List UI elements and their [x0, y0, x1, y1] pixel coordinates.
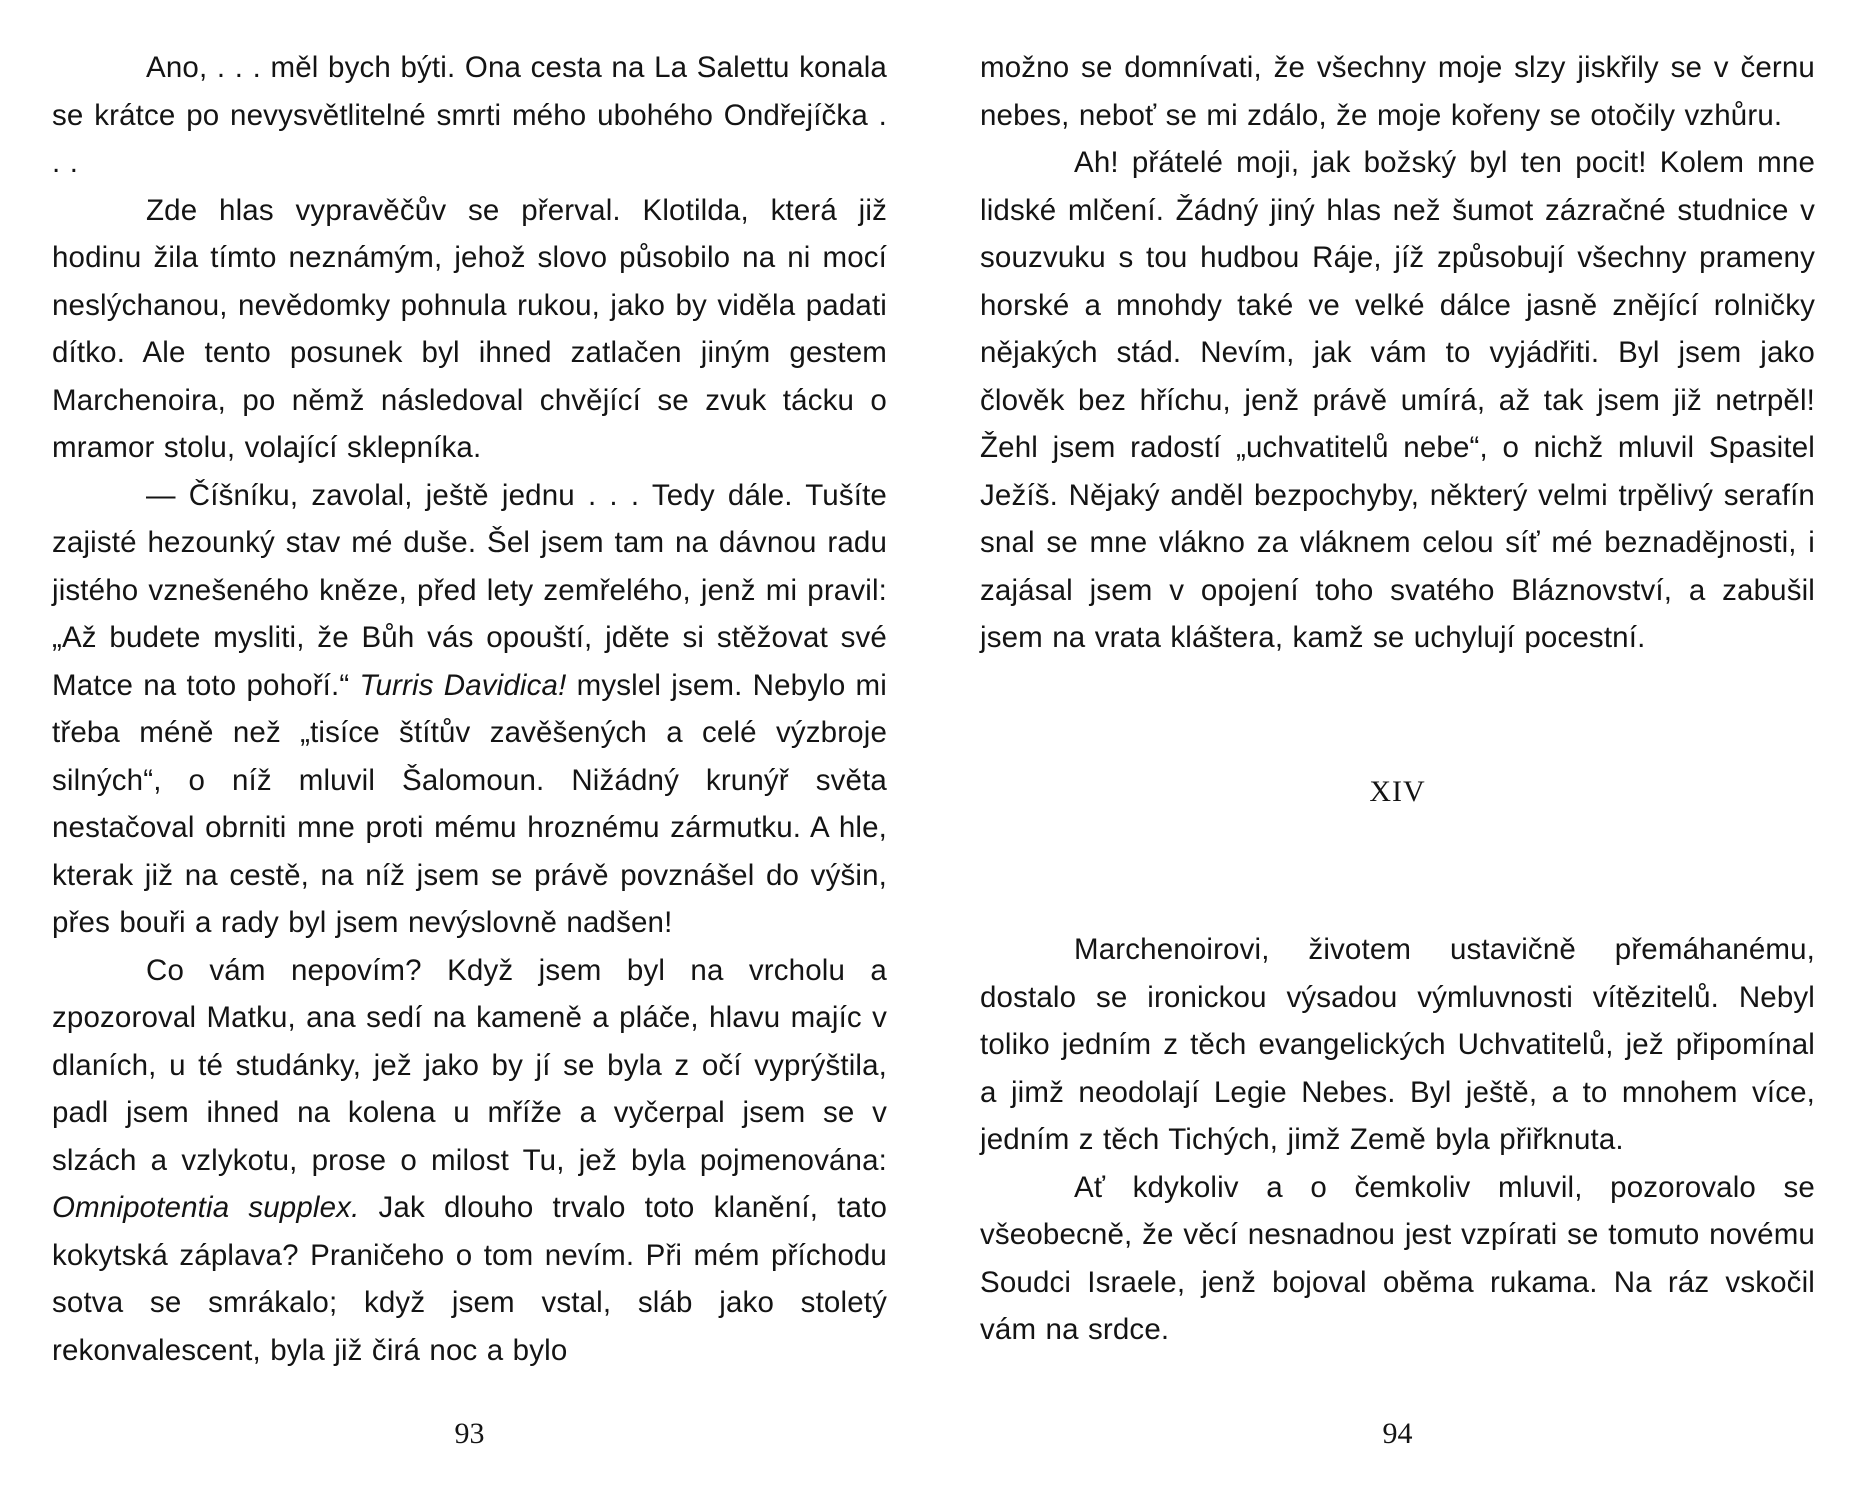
paragraph [980, 1164, 1815, 1354]
text-segment: — Číšníku, zavolal, ještě jednu . . . Tedy dále. Tušíte zajisté hezounký stav mé duše. Šel jsem tam na dávnou radu jistého vznešeného kněze, před lety zemřelého, jenž mi pravil: „Až budete mysliti, že Bůh vás opouští, jděte si stěžovat své Matce na toto pohoří.“ [52, 478, 887, 702]
paragraph [52, 947, 887, 1375]
page-number-left: 93 [454, 1417, 485, 1450]
text-segment: Ať kdykoliv a o čemkoliv mluvil, pozorovalo se všeobecně, že věcí nesnadnou jest vzpírati se tomuto novému Soudci Israele, jenž bojoval oběma rukama. Na ráz vskočil vám na srdce. [980, 1170, 1815, 1346]
paragraph [52, 44, 887, 187]
text-segment: Ah! přátelé moji, jak božský byl ten pocit! Kolem mne lidské mlčení. Žádný jiný hlas než šumot zázračné studnice v souzvuku s tou hudbou Ráje, jíž způsobují všechny prameny horské a mnohdy také ve velké dálce jasně znějící rolničky nějakých stád. Nevím, jak vám to vyjádřiti. Byl jsem jako člověk bez hříchu, jenž právě umírá, až tak jsem již netrpěl! Žehl jsem radostí „uchvatitelů nebe“, o nichž mluvil Spasitel Ježíš. Nějaký anděl bezpochyby, některý velmi trpělivý serafín snal se mne vlákno za vláknem celou síť mé beznadějnosti, i zajásal jsem v opojení toho svatého Bláznovství, a zabušil jsem na vrata kláštera, kamž se uchylují pocestní. [980, 146, 1815, 654]
paragraph [980, 926, 1815, 1164]
italic-text: Turris Davidica! [359, 668, 567, 702]
paragraph [980, 139, 1815, 662]
text-segment: Ano, . . . měl bych býti. Ona cesta na La Salettu konala se krátce po nevysvětlitelné smrti mého ubohého Ondřejíčka . . . [52, 51, 887, 179]
page-number-right: 94 [1382, 1417, 1413, 1450]
chapter-heading: XIV [1369, 774, 1426, 808]
right-page-text-bottom [980, 926, 1815, 1354]
text-segment: Co vám nepovím? Když jsem byl na vrcholu a zpozoroval Matku, ana sedí na kameně a pláče, hlavu majíc v dlaních, u té studánky, jež jako by jí se byla z očí vyprýštila, padl jsem ihned na kolena u mříže a vyčerpal jsem se v slzách a vzlykotu, prose o milost Tu, jež byla pojmenována: [52, 953, 887, 1177]
right-page-text-top [980, 44, 1815, 662]
paragraph [980, 44, 1815, 139]
text-segment: myslel jsem. Nebylo mi třeba méně než „tisíce štítův zavěšených a celé výzbroje silných“, o níž mluvil Šalomoun. Nižádný krunýř světa nestačoval obrniti mne proti mému hroznému zármutku. A hle, kterak již na cestě, na níž jsem se právě povznášel do výšin, přes bouři a rady byl jsem nevýslovně nadšen! [52, 668, 887, 939]
text-segment: Marchenoirovi, životem ustavičně přemáhanému, dostalo se ironickou výsadou výmluvnosti vítězitelů. Nebyl toliko jedním z těch evangelických Uchvatitelů, jež připomínal a jimž neodolají Legie Nebes. Byl ještě, a to mnohem více, jedním z těch Tichých, jimž Země byla přiřknuta. [980, 933, 1815, 1156]
left-page [52, 44, 887, 1374]
text-segment: možno se domnívati, že všechny moje slzy jiskřily se v černu nebes, neboť se mi zdálo, že moje kořeny se otočily vzhůru. [980, 51, 1815, 132]
paragraph [52, 187, 887, 472]
paragraph [52, 472, 887, 947]
left-page-text [52, 44, 887, 1374]
text-segment: Zde hlas vypravěčův se přerval. Klotilda, která již hodinu žila tímto neznámým, jehož slovo působilo na ni mocí neslýchanou, nevědomky pohnula rukou, jako by viděla padati dítko. Ale tento posunek byl ihned zatlačen jiným gestem Marchenoira, po němž následoval chvějící se zvuk tácku o mramor stolu, volající sklepníka. [52, 193, 887, 464]
text-segment: Jak dlouho trvalo toto klanění, tato kokytská záplava? Praničeho o tom nevím. Při mém příchodu sotva se smrákalo; když jsem vstal, sláb jako stoletý rekonvalescent, byla již čirá noc a bylo [52, 1191, 887, 1367]
right-page [980, 44, 1815, 1354]
italic-text: Omnipotentia supplex. [52, 1191, 360, 1224]
